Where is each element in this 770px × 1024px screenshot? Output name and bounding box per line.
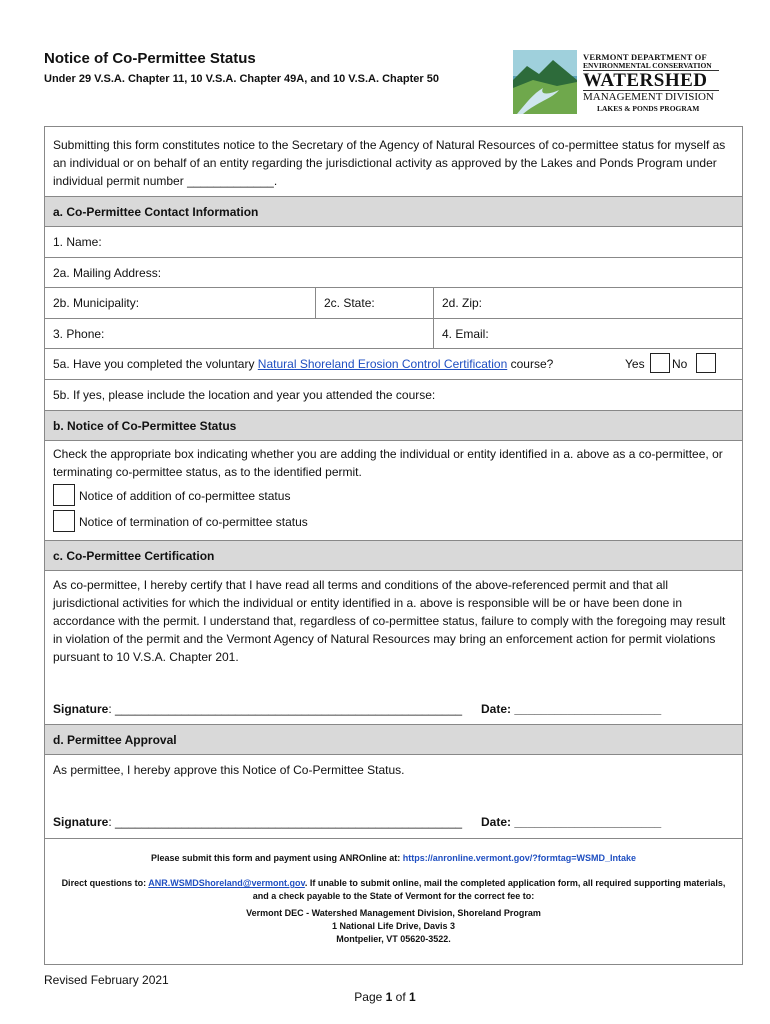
section-d-heading-row xyxy=(45,725,742,755)
signature-label: Signature xyxy=(53,702,109,716)
section-c-heading-row xyxy=(45,541,742,571)
yes-checkbox[interactable] xyxy=(650,353,670,373)
logo-line-1: VERMONT DEPARTMENT OF xyxy=(583,52,707,62)
section-b-heading: b. Notice of Co-Permittee Status xyxy=(53,419,237,433)
form-subtitle: Under 29 V.S.A. Chapter 11, 10 V.S.A. Chapter 49A, and 10 V.S.A. Chapter 50 xyxy=(44,73,439,85)
question-5a xyxy=(53,357,553,371)
zip-label: 2d. Zip: xyxy=(442,296,483,310)
question-5b: 5b. If yes, please include the location and year you attended the course: xyxy=(53,388,436,402)
watershed-logo-icon xyxy=(513,50,577,114)
state-label: 2c. State: xyxy=(324,296,375,310)
zip-field[interactable] xyxy=(433,288,742,318)
contact-email-link[interactable]: ANR.WSMDShoreland@vermont.gov xyxy=(148,878,305,888)
form-body xyxy=(44,126,743,965)
phone-label: 3. Phone: xyxy=(53,327,105,341)
question-5a-prefix: 5a. Have you completed the voluntary xyxy=(53,357,258,371)
terminate-status-checkbox[interactable] xyxy=(53,510,75,532)
section-a-heading-row xyxy=(45,197,742,227)
co-permittee-signature-line[interactable] xyxy=(53,702,462,716)
page-total: 1 xyxy=(409,990,416,1004)
section-d-heading: d. Permittee Approval xyxy=(53,733,177,747)
yes-label: Yes xyxy=(625,357,645,371)
signature-blank: : ____________________________________________________ xyxy=(108,815,463,829)
certification-course-link[interactable]: Natural Shoreland Erosion Control Certification xyxy=(257,357,508,371)
logo-line-5: LAKES & PONDS PROGRAM xyxy=(597,104,700,113)
state-field[interactable] xyxy=(315,288,433,318)
certification-row xyxy=(45,571,742,725)
name-row[interactable] xyxy=(45,227,742,258)
anronline-link[interactable]: https://anronline.vermont.gov/?formtag=WSMD_Intake xyxy=(402,853,636,863)
section-b-heading-row xyxy=(45,411,742,441)
phone-row xyxy=(45,319,742,349)
signature-blank: : ____________________________________________________ xyxy=(108,702,463,716)
no-checkbox[interactable] xyxy=(696,353,716,373)
section-c-heading: c. Co-Permittee Certification xyxy=(53,549,215,563)
form-title: Notice of Co-Permittee Status xyxy=(44,50,256,67)
page-of: of xyxy=(392,990,410,1004)
permittee-signature-line[interactable] xyxy=(53,815,462,829)
submit-instructions xyxy=(45,852,742,865)
logo-line-2: ENVIRONMENTAL CONSERVATION xyxy=(583,61,719,71)
page-prefix: Page xyxy=(354,990,386,1004)
mailing-address-line-1: Vermont DEC - Watershed Management Division, Shoreland Program xyxy=(246,908,541,918)
questions-prefix: Direct questions to: xyxy=(61,878,149,888)
question-5a-suffix: course? xyxy=(507,357,554,371)
municipality-label: 2b. Municipality: xyxy=(53,296,140,310)
mailing-address-label: 2a. Mailing Address: xyxy=(53,266,162,280)
logo-line-4: MANAGEMENT DIVISION xyxy=(583,90,719,103)
revision-date: Revised February 2021 xyxy=(44,973,169,987)
certification-text: As co-permittee, I hereby certify that I have read all terms and conditions of the above-referenced permit and that all jurisdictional activities for which the individual or entity identified in a. above is responsible will be or have been done in accordance with the permit. I understand that, regardless of co-permittee status, failure to comply with the foregoing may result in violation of the permit and the Vermont Agency of Natural Resources may bring an enforcement action for permit violations pursuant to 10 V.S.A. Chapter 201. xyxy=(53,578,726,664)
name-label: 1. Name: xyxy=(53,235,102,249)
page-number xyxy=(0,990,770,1004)
questions-text xyxy=(53,877,734,903)
certification-question-row xyxy=(45,349,742,380)
agency-logo xyxy=(513,50,723,114)
approval-text: As permittee, I hereby approve this Notice of Co-Permittee Status. xyxy=(53,763,405,777)
municipality-row xyxy=(45,288,742,319)
email-label: 4. Email: xyxy=(442,327,489,341)
signature-label: Signature xyxy=(53,815,109,829)
submit-text: Please submit this form and payment using ANROnline at: xyxy=(151,853,403,863)
add-status-checkbox[interactable] xyxy=(53,484,75,506)
logo-line-3: WATERSHED xyxy=(583,70,708,91)
intro-text: Submitting this form constitutes notice to the Secretary of the Agency of Natural Resources of co-permittee status for myself as an individual or on behalf of an entity regarding the jurisdictional activity as approved by the Lakes and Ponds Program under individual permit number _____________. xyxy=(53,138,726,188)
add-status-label: Notice of addition of co-permittee status xyxy=(79,489,291,503)
email-field[interactable] xyxy=(433,319,742,348)
status-options-row xyxy=(45,441,742,541)
approval-row xyxy=(45,755,742,839)
co-permittee-date-line[interactable]: Date: ______________________ xyxy=(481,702,662,716)
mailing-address-line-3: Montpelier, VT 05620-3522. xyxy=(336,934,451,944)
section-b-instructions: Check the appropriate box indicating whether you are adding the individual or entity identified in a. above as a co-permittee, or terminating co-permittee status, as to the identified permit. xyxy=(53,447,723,479)
section-a-heading: a. Co-Permittee Contact Information xyxy=(53,205,259,219)
address-row[interactable] xyxy=(45,258,742,288)
course-location-row[interactable] xyxy=(45,380,742,411)
intro-row xyxy=(45,127,742,197)
questions-suffix: . If unable to submit online, mail the completed application form, all required supporting materials, and a check payable to the State of Vermont for the correct fee to: xyxy=(252,878,726,901)
no-label: No xyxy=(672,357,688,371)
permittee-date-line[interactable]: Date: ______________________ xyxy=(481,815,662,829)
terminate-status-label: Notice of termination of co-permittee status xyxy=(79,515,308,529)
mailing-address-line-2: 1 National Life Drive, Davis 3 xyxy=(331,921,456,931)
page-current: 1 xyxy=(385,990,393,1004)
